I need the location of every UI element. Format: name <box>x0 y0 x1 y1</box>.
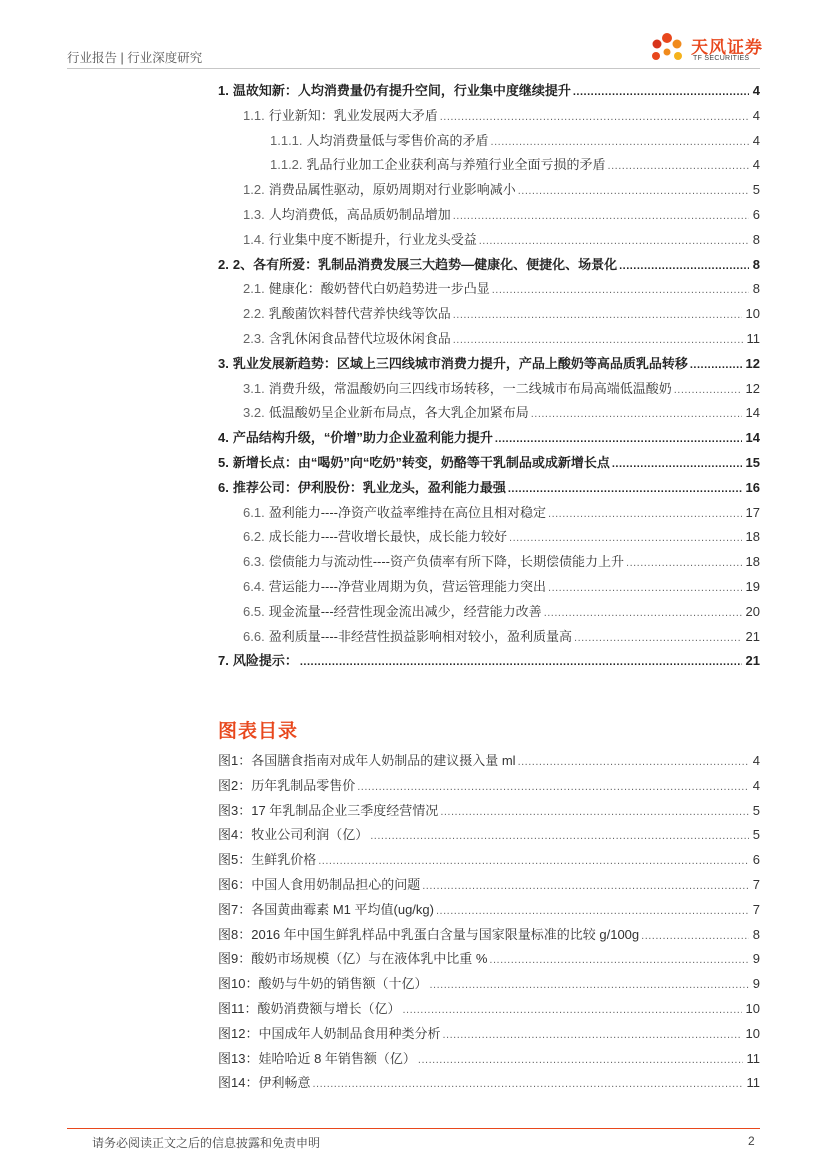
toc-entry-number: 1.4. <box>243 231 265 247</box>
toc-entry[interactable] <box>218 353 760 372</box>
toc-entry-page: 17 <box>745 504 760 520</box>
toc-entry-title: 2、各有所爱：乳制品消费发展三大趋势—健康化、便捷化、场景化 <box>232 256 618 272</box>
toc-entry-page: 5 <box>752 182 760 198</box>
figure-entry-title: 图14：伊利畅意 <box>218 1075 311 1091</box>
toc-entry[interactable] <box>243 105 760 124</box>
toc-entry-title: 现金流量---经营性现金流出减少，经营能力改善 <box>268 603 542 619</box>
footer-divider <box>67 1128 760 1129</box>
figure-entry-title: 图1：各国膳食指南对成年人奶制品的建议摄入量 ml <box>218 753 516 768</box>
figure-entry[interactable] <box>218 1023 760 1042</box>
toc-entry-page: 18 <box>745 554 760 570</box>
toc-entry[interactable] <box>243 526 760 545</box>
toc-entry-page: 6 <box>752 207 760 222</box>
figure-entry-title: 图13：娃哈哈近 8 年销售额（亿） <box>218 1050 416 1066</box>
toc-entry-page: 19 <box>745 579 760 594</box>
toc-entry-page: 21 <box>745 628 760 644</box>
toc-entry-page: 12 <box>745 355 760 371</box>
toc-entry-number: 6.5. <box>243 603 265 619</box>
toc-entry-page: 8 <box>752 281 760 297</box>
dot-leader <box>403 1004 742 1016</box>
toc-entry-page: 21 <box>745 653 760 669</box>
figure-entry[interactable] <box>218 998 760 1017</box>
dot-leader <box>573 86 749 98</box>
toc-entry-title: 低温酸奶呈企业新布局点，各大乳企加紧布局 <box>268 405 529 421</box>
toc-entry-page: 10 <box>745 306 760 322</box>
flower-logo-icon <box>645 28 689 72</box>
toc-entry-number: 1.1.2. <box>270 157 303 173</box>
toc-entry-number: 6.4. <box>243 579 265 594</box>
toc-entry-title: 盈利质量----非经营性损益影响相对较小，盈利质量高 <box>268 628 573 644</box>
toc-entry[interactable] <box>243 576 760 595</box>
figure-entry[interactable] <box>218 775 760 794</box>
toc-entry-number: 2.1. <box>243 281 265 297</box>
toc-entry-page: 18 <box>745 529 760 545</box>
dot-leader <box>312 1078 742 1090</box>
toc-entry-title: 乳酸菌饮料替代营养快线等饮品 <box>268 306 451 322</box>
dot-leader <box>453 309 742 321</box>
company-logo <box>645 28 763 72</box>
toc-entry-number: 2.2. <box>243 306 265 322</box>
toc-entry-title: 盈利能力----净资产收益率维持在高位且相对稳定 <box>268 504 547 520</box>
toc-entry-title: 含乳休闲食品替代垃圾休闲食品 <box>268 331 451 346</box>
figure-entry-title: 图9：酸奶市场规模（亿）与在液体乳中比重 % <box>218 951 488 967</box>
dot-leader <box>608 160 749 172</box>
toc-entry[interactable] <box>218 427 760 446</box>
dot-leader <box>436 905 749 917</box>
toc-entry-page: 15 <box>745 455 760 470</box>
figure-entry-title: 图5：生鲜乳价格 <box>218 852 317 868</box>
toc-entry-title: 新增长点：由“喝奶”向“吃奶”转变，奶酪等干乳制品或成新增长点 <box>232 455 610 470</box>
header-divider <box>67 68 760 69</box>
toc-entry[interactable] <box>243 229 760 248</box>
figure-entry[interactable] <box>218 849 760 868</box>
figure-entry-page: 7 <box>752 901 760 917</box>
toc-entry[interactable] <box>218 452 760 471</box>
toc-entry-page: 4 <box>752 107 760 123</box>
dot-leader <box>518 185 749 197</box>
toc-entry-number: 3.2. <box>243 405 265 421</box>
footer-disclaimer: 请务必阅读正文之后的信息披露和免责申明 <box>92 1136 321 1150</box>
dot-leader <box>674 384 742 396</box>
figure-entry-title: 图11：酸奶消费额与增长（亿） <box>218 1001 401 1016</box>
report-category: 行业报告 | 行业深度研究 <box>67 51 203 65</box>
toc-entry[interactable] <box>243 601 760 620</box>
dot-leader <box>479 235 749 247</box>
figure-entry[interactable] <box>218 1048 760 1067</box>
toc-entry-number: 6. <box>218 479 229 495</box>
toc-entry-number: 1. <box>218 83 229 98</box>
toc-entry-title: 乳品行业加工企业获利高与养殖行业全面亏损的矛盾 <box>306 157 606 173</box>
figure-entry-title: 图7：各国黄曲霉素 M1 平均值(ug/kg) <box>218 901 434 917</box>
figure-entry-title: 图6：中国人食用奶制品担心的问题 <box>218 877 421 892</box>
dot-leader <box>370 830 749 842</box>
figure-entry-page: 5 <box>752 827 760 843</box>
figure-entry[interactable] <box>218 924 760 943</box>
dot-leader <box>418 1054 743 1066</box>
dot-leader <box>508 483 742 495</box>
toc-entry-title: 成长能力----营收增长最快，成长能力较好 <box>268 529 508 545</box>
dot-leader <box>518 756 749 768</box>
dot-leader <box>690 359 742 371</box>
toc-entry-number: 6.2. <box>243 529 265 545</box>
toc-entry[interactable] <box>243 502 760 521</box>
toc-entry-number: 4. <box>218 430 229 446</box>
dot-leader <box>574 632 742 644</box>
toc-entry-title: 乳业发展新趋势：区域上三四线城市消费力提升，产品上酸奶等高品质乳品转移 <box>232 355 688 371</box>
dot-leader <box>509 532 742 544</box>
dot-leader <box>491 136 749 148</box>
figure-entry[interactable] <box>218 874 760 893</box>
toc-entry-page: 14 <box>745 430 760 446</box>
toc-entry-page: 14 <box>745 405 760 421</box>
toc-entry[interactable] <box>243 179 760 198</box>
toc-entry-number: 2. <box>218 256 229 272</box>
figure-entry-title: 图10：酸奶与牛奶的销售额（十亿） <box>218 976 428 992</box>
toc-entry-number: 1.3. <box>243 207 265 222</box>
logo-english-name: TF SECURITIES <box>693 55 750 62</box>
figure-entry-title: 图3：17 年乳制品企业三季度经营情况 <box>218 802 439 818</box>
dot-leader <box>548 508 742 520</box>
dot-leader <box>619 260 749 272</box>
toc-entry[interactable] <box>270 154 760 173</box>
figure-entry-page: 10 <box>745 1025 760 1041</box>
figure-entry-page: 5 <box>752 802 760 818</box>
figure-entry-page: 9 <box>752 951 760 967</box>
figure-entry-page: 4 <box>752 753 760 768</box>
dot-leader <box>440 111 749 123</box>
figure-entry-page: 10 <box>745 1001 760 1016</box>
figure-entry-page: 4 <box>752 777 760 793</box>
figure-entry[interactable] <box>218 800 760 819</box>
figure-entry-page: 9 <box>752 976 760 992</box>
toc-entry[interactable] <box>243 278 760 297</box>
toc-entry-number: 2.3. <box>243 331 265 346</box>
dot-leader <box>453 210 749 222</box>
toc-entry[interactable] <box>218 650 760 669</box>
toc-entry-number: 1.2. <box>243 182 265 198</box>
toc-entry-page: 11 <box>746 331 760 346</box>
figure-entry-title: 图4：牧业公司利润（亿） <box>218 827 369 843</box>
toc-entry-title: 消费升级，常温酸奶向三四线市场转移，一二线城市布局高端低温酸奶 <box>268 380 672 396</box>
toc-entry[interactable] <box>243 328 760 347</box>
figure-entry-title: 图2：历年乳制品零售价 <box>218 777 356 793</box>
page-number: 2 <box>748 1134 755 1148</box>
toc-entry[interactable] <box>243 551 760 570</box>
toc-entry-number: 3. <box>218 355 229 371</box>
figure-entry-title: 图8：2016 年中国生鲜乳样品中乳蛋白含量与国家限量标准的比较 g/100g <box>218 926 640 942</box>
dot-leader <box>612 458 742 470</box>
figure-entry[interactable] <box>218 973 760 992</box>
figure-entry[interactable] <box>218 948 760 967</box>
toc-entry-title: 消费品属性驱动，原奶周期对行业影响减小 <box>268 182 516 198</box>
figure-entry-title: 图12：中国成年人奶制品食用种类分析 <box>218 1025 441 1041</box>
logo-chinese-name: 天风证券 <box>691 38 763 57</box>
toc-entry-number: 6.6. <box>243 628 265 644</box>
toc-entry-title: 人均消费量低与零售价高的矛盾 <box>306 132 489 148</box>
toc-entry-number: 6.3. <box>243 554 265 570</box>
figure-entry-page: 8 <box>752 926 760 942</box>
toc-entry-number: 1.1.1. <box>270 132 303 148</box>
toc-entry-page: 4 <box>752 83 760 98</box>
toc-entry-number: 3.1. <box>243 380 265 396</box>
dot-leader <box>300 656 742 668</box>
dot-leader <box>429 979 748 991</box>
toc-entry[interactable] <box>243 204 760 223</box>
figure-entry-page: 7 <box>752 877 760 892</box>
toc-entry-title: 营运能力----净营业周期为负，营运管理能力突出 <box>268 579 547 594</box>
figure-entry-page: 11 <box>746 1050 760 1066</box>
figure-entry[interactable] <box>218 899 760 918</box>
toc-entry[interactable] <box>243 402 760 421</box>
toc-entry[interactable] <box>270 130 760 149</box>
dot-leader <box>641 930 749 942</box>
toc-entry-page: 4 <box>752 132 760 148</box>
toc-entry-title: 偿债能力与流动性----资产负债率有所下降，长期偿债能力上升 <box>268 554 625 570</box>
toc-entry-title: 推荐公司：伊利股份：乳业龙头，盈利能力最强 <box>232 479 506 495</box>
figure-entry-page: 11 <box>746 1075 760 1091</box>
dot-leader <box>357 781 749 793</box>
toc-entry-number: 7. <box>218 653 229 669</box>
toc-entry[interactable] <box>218 254 760 273</box>
dot-leader <box>422 880 749 892</box>
toc-entry-number: 5. <box>218 455 229 470</box>
toc-entry-title: 风险提示： <box>232 653 298 669</box>
toc-entry-title: 健康化：酸奶替代白奶趋势进一步凸显 <box>268 281 490 297</box>
dot-leader <box>440 806 748 818</box>
toc-entry-number: 1.1. <box>243 107 265 123</box>
toc-entry-page: 4 <box>752 157 760 173</box>
dot-leader <box>548 582 742 594</box>
toc-entry-title: 行业集中度不断提升，行业龙头受益 <box>268 231 477 247</box>
toc-entry-page: 16 <box>745 479 760 495</box>
dot-leader <box>495 433 742 445</box>
figure-entry[interactable] <box>218 824 760 843</box>
dot-leader <box>453 334 743 346</box>
figure-entry[interactable] <box>218 1072 760 1091</box>
toc-entry-title: 人均消费低，高品质奶制品增加 <box>268 207 451 222</box>
dot-leader <box>318 855 749 867</box>
dot-leader <box>544 607 742 619</box>
toc-entry[interactable] <box>218 80 760 99</box>
toc-entry[interactable] <box>243 626 760 645</box>
toc-entry-title: 行业新知：乳业发展两大矛盾 <box>268 107 438 123</box>
dot-leader <box>489 954 748 966</box>
toc-entry-title: 产品结构升级，“价增”助力企业盈利能力提升 <box>232 430 493 446</box>
toc-entry[interactable] <box>218 477 760 496</box>
dot-leader <box>626 557 742 569</box>
toc-entry-page: 8 <box>752 256 760 272</box>
dot-leader <box>492 284 749 296</box>
toc-entry-page: 20 <box>745 603 760 619</box>
dot-leader <box>442 1029 741 1041</box>
toc-entry[interactable] <box>243 303 760 322</box>
figure-entry-page: 6 <box>752 852 760 868</box>
toc-entry-title: 温故知新：人均消费量仍有提升空间，行业集中度继续提升 <box>232 83 571 98</box>
dot-leader <box>531 408 742 420</box>
figures-section-title: 图表目录 <box>218 721 299 742</box>
toc-entry-page: 12 <box>745 380 760 396</box>
toc-entry-page: 8 <box>752 231 760 247</box>
toc-entry-number: 6.1. <box>243 504 265 520</box>
figure-entry[interactable] <box>218 750 760 769</box>
toc-entry[interactable] <box>243 378 760 397</box>
